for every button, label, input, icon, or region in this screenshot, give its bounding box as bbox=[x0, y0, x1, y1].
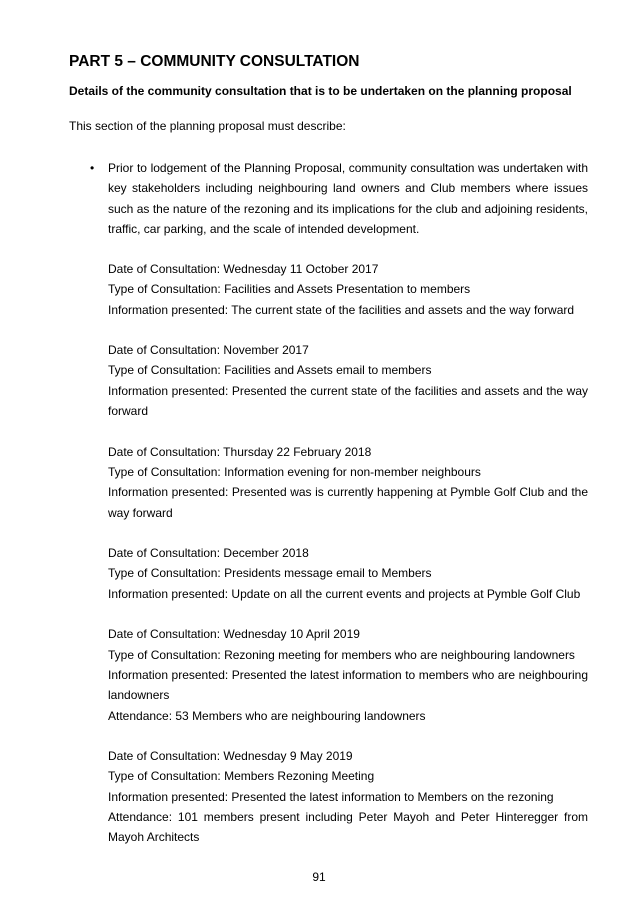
consultation-date: Date of Consultation: Wednesday 10 April 2019 bbox=[108, 627, 360, 642]
section-heading: PART 5 – COMMUNITY CONSULTATION bbox=[69, 53, 360, 70]
consultation-attendance: Attendance: 53 Members who are neighbouring landowners bbox=[108, 708, 426, 723]
consultation-type: Type of Consultation: Facilities and Assets email to members bbox=[108, 363, 432, 378]
consultation-type: Type of Consultation: Information evening for non-member neighbours bbox=[108, 464, 481, 479]
consultation-entry bbox=[108, 340, 588, 421]
consultation-info: Information presented: Presented the latest information to Members on the rezoning bbox=[108, 789, 554, 804]
consultation-info: Information presented: Update on all the current events and projects at Pymble Golf Club bbox=[108, 586, 581, 601]
consultation-entry bbox=[108, 624, 588, 725]
consultation-type: Type of Consultation: Facilities and Assets Presentation to members bbox=[108, 282, 471, 297]
consultation-info: Information presented: Presented the latest information to members who are neighbouring landowners bbox=[108, 667, 588, 703]
consultation-entry bbox=[108, 746, 588, 847]
consultation-date: Date of Consultation: November 2017 bbox=[108, 343, 309, 358]
consultation-type: Type of Consultation: Rezoning meeting for members who are neighbouring landowners bbox=[108, 647, 575, 662]
consultation-attendance: Attendance: 101 members present including Peter Mayoh and Peter Hinteregger from Mayoh Architects bbox=[108, 810, 588, 845]
bullet-icon: • bbox=[90, 161, 95, 175]
consultation-info: Information presented: Presented the current state of the facilities and assets and the way forward bbox=[108, 383, 588, 419]
section-subheading: Details of the community consultation that is to be undertaken on the planning proposal bbox=[69, 84, 572, 98]
consultation-type: Type of Consultation: Members Rezoning Meeting bbox=[108, 769, 375, 784]
consultation-entry bbox=[108, 259, 588, 320]
consultation-entry bbox=[108, 543, 588, 604]
consultation-date: Date of Consultation: December 2018 bbox=[108, 546, 309, 561]
consultation-date: Date of Consultation: Thursday 22 February 2018 bbox=[108, 444, 372, 459]
intro-paragraph: This section of the planning proposal must describe: bbox=[69, 119, 346, 133]
consultation-date: Date of Consultation: Wednesday 9 May 2019 bbox=[108, 749, 353, 764]
consultation-date: Date of Consultation: Wednesday 11 October 2017 bbox=[108, 262, 379, 276]
consultation-list bbox=[108, 259, 588, 868]
consultation-info: Information presented: The current state of the facilities and assets and the way forward bbox=[108, 302, 575, 317]
page-number: 91 bbox=[312, 870, 326, 884]
consultation-entry bbox=[108, 442, 588, 523]
bullet-paragraph: Prior to lodgement of the Planning Proposal, community consultation was undertaken with key stakeholders including neighbouring land owners and Club members where issues such as the nature of the rezoning and its implications for the club and adjoining residents, traffic, car parking, and the scale of intended development. bbox=[108, 161, 588, 236]
consultation-info: Information presented: Presented was is currently happening at Pymble Golf Club and the way forward bbox=[108, 485, 588, 520]
consultation-type: Type of Consultation: Presidents message email to Members bbox=[108, 566, 432, 581]
